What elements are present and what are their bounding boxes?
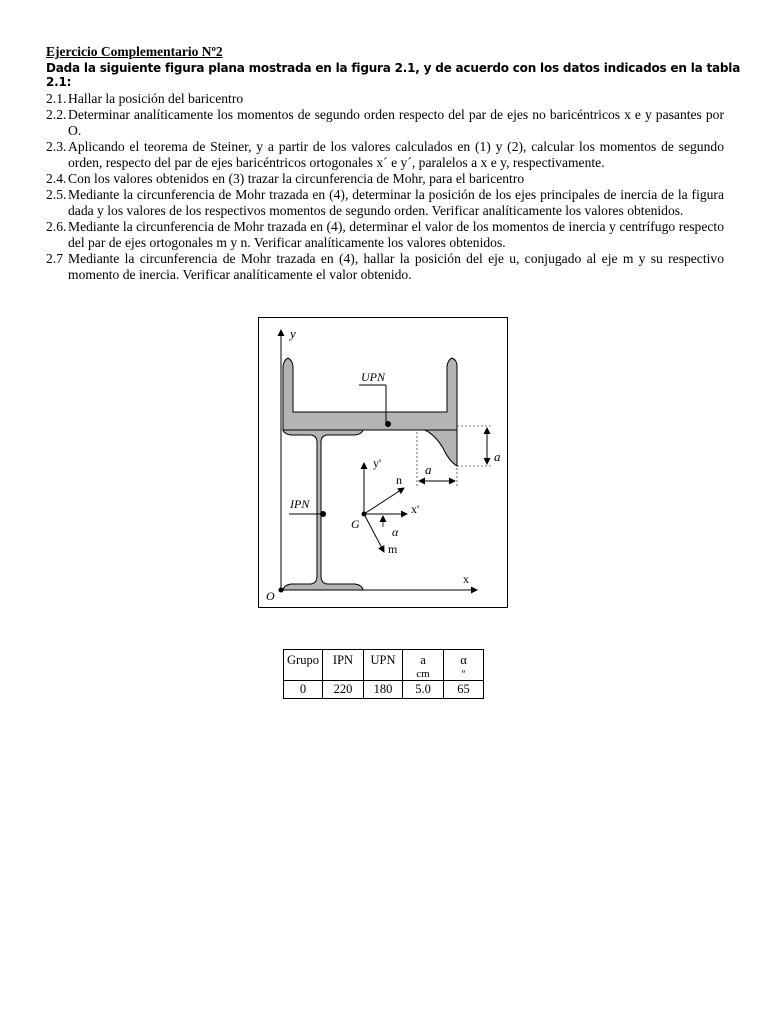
task-number: 2.3. bbox=[46, 139, 67, 154]
label-ipn: IPN bbox=[290, 497, 310, 511]
exercise-heading: Ejercicio Complementario Nº2 bbox=[46, 44, 223, 59]
triangle-plate-shape bbox=[425, 430, 457, 466]
data-table bbox=[283, 649, 484, 699]
task-item bbox=[46, 91, 724, 107]
task-number: 2.2. bbox=[46, 107, 67, 122]
task-text: Aplicando el teorema de Steiner, y a partir de los valores calculados en (1) y (2), calcular los momentos de segundo orden, respecto del par de ejes baricéntricos ortogonales x´ e y´, paralelos a x e y, respectivamente. bbox=[68, 139, 724, 170]
task-number: 2.4. bbox=[46, 171, 67, 186]
upn-channel-shape bbox=[283, 358, 457, 430]
task-item bbox=[46, 219, 724, 251]
label-x-prime: x' bbox=[411, 502, 420, 516]
exercise-intro: Dada la siguiente figura plana mostrada en la figura 2.1, y de acuerdo con los datos indicados en la tabla 2.1: bbox=[46, 61, 741, 89]
table-cell: 220 bbox=[323, 681, 364, 699]
table-cell: 0 bbox=[284, 681, 323, 699]
label-upn: UPN bbox=[361, 370, 385, 384]
task-item bbox=[46, 171, 724, 187]
table-cell: 65 bbox=[444, 681, 484, 699]
label-x: x bbox=[463, 572, 469, 586]
task-number: 2.7 bbox=[46, 251, 63, 266]
task-number: 2.1. bbox=[46, 91, 67, 106]
label-origin: O bbox=[266, 589, 275, 603]
task-text: Mediante la circunferencia de Mohr trazada en (4), determinar la posición de los ejes principales de inercia de la figura dada y los valores de los respectivos momentos de segundo orden. Verificar analíticamente los valores obtenidos. bbox=[68, 187, 724, 218]
task-text: Mediante la circunferencia de Mohr trazada en (4), hallar la posición del eje u, conjugado al eje m y su respectivo momento de inercia. Verificar analíticamente el valor obtenido. bbox=[68, 251, 724, 282]
task-item bbox=[46, 107, 724, 139]
task-number: 2.6. bbox=[46, 219, 67, 234]
table-header-row bbox=[284, 650, 484, 681]
task-item bbox=[46, 139, 724, 171]
label-a-vertical: a bbox=[494, 449, 501, 464]
table-header-cell: a cm bbox=[403, 650, 444, 681]
table-cell: 180 bbox=[364, 681, 403, 699]
task-text: Determinar analíticamente los momentos de segundo orden respecto del par de ejes no baricéntricos x e y pasantes por O. bbox=[68, 107, 724, 138]
table-header-cell: IPN bbox=[323, 650, 364, 681]
section-drawing bbox=[259, 318, 507, 607]
table-header-cell: α º bbox=[444, 650, 484, 681]
label-alpha: α bbox=[392, 525, 399, 539]
task-number: 2.5. bbox=[46, 187, 67, 202]
label-n: n bbox=[396, 473, 402, 487]
label-y: y bbox=[290, 326, 296, 341]
label-g: G bbox=[351, 517, 360, 531]
task-list bbox=[46, 91, 724, 283]
origin-dot bbox=[279, 588, 284, 593]
n-axis bbox=[364, 488, 404, 514]
table-row bbox=[284, 681, 484, 699]
label-y-prime: y' bbox=[373, 456, 382, 470]
task-text: Con los valores obtenidos en (3) trazar la circunferencia de Mohr, para el baricentro bbox=[68, 171, 525, 186]
table-header-cell: Grupo bbox=[284, 650, 323, 681]
task-item bbox=[46, 187, 724, 219]
label-m: m bbox=[388, 542, 398, 556]
table-cell: 5.0 bbox=[403, 681, 444, 699]
table-header-cell: UPN bbox=[364, 650, 403, 681]
task-item bbox=[46, 251, 724, 283]
task-text: Mediante la circunferencia de Mohr trazada en (4), determinar el valor de los momentos de inercia y centrífugo respecto del par de ejes ortogonales m y n. Verificar analíticamente los valores obtenidos. bbox=[68, 219, 724, 250]
label-a-horizontal: a bbox=[425, 462, 432, 477]
task-text: Hallar la posición del baricentro bbox=[68, 91, 244, 106]
m-axis bbox=[364, 514, 384, 552]
section-figure bbox=[258, 317, 508, 608]
